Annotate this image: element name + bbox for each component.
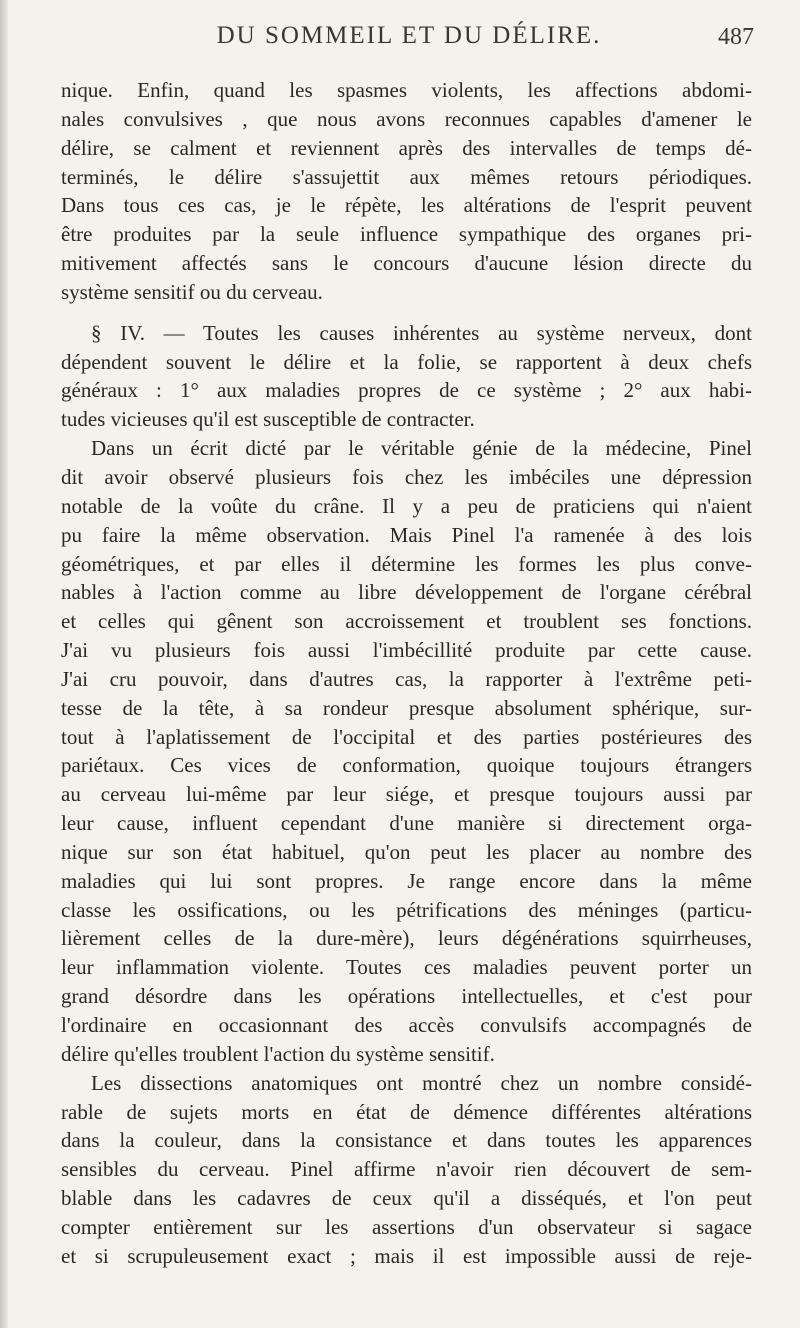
text-line: J'ai cru pouvoir, dans d'autres cas, la rapporter à l'extrême peti-	[61, 666, 752, 691]
paragraph	[61, 434, 752, 1069]
page-number: 487	[718, 24, 754, 50]
running-title: DU SOMMEIL ET DU DÉLIRE.	[216, 22, 602, 49]
text-line: au cerveau lui-même par leur siége, et presque toujours aussi par	[61, 782, 752, 807]
text-line: terminés, le délire s'assujettit aux mêmes retours périodiques.	[61, 164, 752, 189]
text-line: lièrement celles de la dure-mère), leurs dégénérations squirrheuses,	[61, 926, 752, 951]
text-line: classe les ossifications, ou les pétrifications des méninges (particu-	[61, 897, 752, 922]
text-line: l'ordinaire en occasionnant des accès convulsifs accompagnés de	[61, 1013, 752, 1037]
paragraph	[61, 1069, 752, 1271]
text-line: grand désordre dans les opérations intellectuelles, et c'est pour	[61, 984, 752, 1009]
paragraph	[61, 76, 752, 307]
text-line: et si scrupuleusement exact ; mais il est impossible aussi de reje-	[61, 1243, 752, 1268]
paragraph	[61, 319, 752, 434]
text-line: maladies qui lui sont propres. Je range encore dans la même	[61, 868, 752, 893]
running-head	[64, 22, 754, 62]
text-line: tudes vicieuses qu'il est susceptible de contracter.	[61, 407, 475, 432]
text-line: délire, se calment et reviennent après des intervalles de temps dé-	[61, 135, 752, 160]
text-line: dit avoir observé plusieurs fois chez les imbéciles une dépression	[61, 464, 752, 489]
text-line: Dans un écrit dicté par le véritable génie de la médecine, Pinel	[91, 436, 752, 461]
text-line: dépendent souvent le délire et la folie, se rapportent à deux chefs	[61, 349, 752, 374]
text-line: Dans tous ces cas, je le répète, les altérations de l'esprit peuvent	[61, 193, 752, 218]
text-line: blable dans les cadavres de ceux qu'il a disséqués, et l'on peut	[61, 1186, 752, 1211]
text-line: § IV. — Toutes les causes inhérentes au système nerveux, dont	[91, 320, 752, 345]
text-line: pariétaux. Ces vices de conformation, quoique toujours étrangers	[61, 753, 752, 778]
text-line: rable de sujets morts en état de démence différentes altérations	[61, 1099, 752, 1124]
body-text	[61, 76, 752, 1271]
text-line: leur inflammation violente. Toutes ces maladies peuvent porter un	[61, 955, 752, 980]
binding-edge	[0, 0, 8, 1328]
text-line: dans la couleur, dans la consistance et dans toutes les apparences	[61, 1128, 752, 1153]
text-line: mitivement affectés sans le concours d'aucune lésion directe du	[61, 251, 752, 276]
text-line: nique sur son état habituel, qu'on peut les placer au nombre des	[61, 839, 752, 864]
text-line: sensibles du cerveau. Pinel affirme n'avoir rien découvert de sem-	[61, 1157, 752, 1182]
text-line: compter entièrement sur les assertions d'un observateur si sagace	[61, 1214, 752, 1239]
text-line: nique. Enfin, quand les spasmes violents, les affections abdomi-	[61, 78, 752, 102]
text-line: tesse de la tête, à sa rondeur presque absolument sphérique, sur-	[61, 695, 752, 720]
text-line: être produites par la seule influence sympathique des organes pri-	[61, 222, 752, 247]
text-line: leur cause, influent cependant d'une manière si directement orga-	[61, 811, 752, 836]
text-line: nables à l'action comme au libre développement de l'organe cérébral	[61, 580, 752, 605]
text-line: géométriques, et par elles il détermine les formes les plus conve-	[61, 551, 752, 576]
text-line: Les dissections anatomiques ont montré chez un nombre considé-	[91, 1070, 752, 1095]
text-line: tout à l'aplatissement de l'occipital et des parties postérieures des	[61, 724, 752, 749]
text-line: nales convulsives , que nous avons reconnues capables d'amener le	[61, 106, 752, 131]
text-line: pu faire la même observation. Mais Pinel l'a ramenée à des lois	[61, 522, 752, 547]
text-line: système sensitif ou du cerveau.	[61, 279, 323, 304]
text-line: généraux : 1° aux maladies propres de ce système ; 2° aux habi-	[61, 378, 752, 403]
text-line: J'ai vu plusieurs fois aussi l'imbécillité produite par cette cause.	[61, 638, 752, 663]
text-line: notable de la voûte du crâne. Il y a peu de praticiens qui n'aient	[61, 493, 752, 518]
text-line: et celles qui gênent son accroissement et troublent ses fonctions.	[61, 609, 752, 634]
text-line: délire qu'elles troublent l'action du système sensitif.	[61, 1041, 495, 1066]
